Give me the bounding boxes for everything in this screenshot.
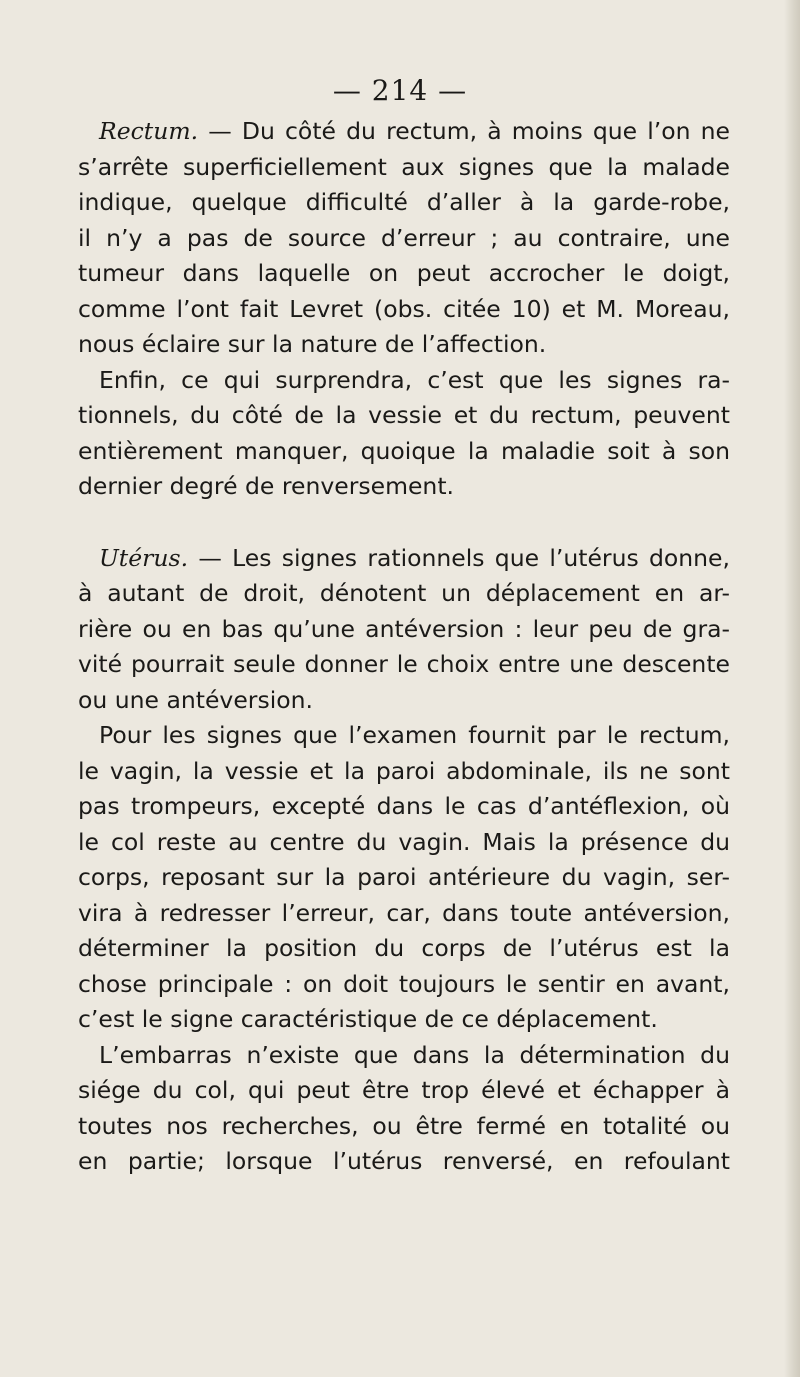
text-line: corps, reposant sur la paroi antérieure du vagin, ser- [78, 863, 730, 891]
text-line: à autant de droit, dénotent un déplacement en ar- [78, 579, 730, 607]
page-edge-shadow [784, 0, 800, 1377]
text-line: pas trompeurs, excepté dans le cas d’antéflexion, où [78, 792, 730, 820]
text-line: c’est le signe caractéristique de ce déplacement. [78, 1005, 658, 1033]
text-line: le col reste au centre du vagin. Mais la présence du [78, 827, 730, 856]
text-line: en partie; lorsque l’utérus renversé, en refoulant [78, 1147, 730, 1175]
section-heading-uterus: Utérus. [99, 543, 189, 572]
text-line: rière ou en bas qu’une antéversion : leur peu de gra- [78, 614, 730, 643]
text-line: tumeur dans laquelle on peut accrocher le doigt, [78, 259, 730, 287]
text-line: ou une antéversion. [78, 685, 313, 714]
text-line: L’embarras n’existe que dans la détermination du [99, 1040, 730, 1069]
text-line: Enfin, ce qui surprendra, c’est que les signes ra- [99, 365, 730, 394]
text-line: Utérus. — Les signes rationnels que l’utérus donne, [99, 543, 730, 572]
text-line: vité pourrait seule donner le choix entre une descente [78, 650, 730, 678]
section-heading-rectum: Rectum. [99, 117, 199, 145]
page-number: — 214 — [332, 74, 468, 107]
body-text [78, 114, 730, 1180]
text-line: comme l’ont fait Levret (obs. citée 10) et M. Moreau, [78, 294, 730, 323]
text-line: chose principale : on doit toujours le sentir en avant, [78, 969, 730, 998]
text-line: entièrement manquer, quoique la maladie soit à son [78, 436, 730, 465]
paragraph-gap [78, 505, 730, 541]
text-line: tionnels, du côté de la vessie et du rectum, peuvent [78, 401, 730, 429]
text-line: toutes nos recherches, ou être fermé en totalité ou [78, 1111, 730, 1140]
text-line: le vagin, la vessie et la paroi abdominale, ils ne sont [78, 756, 730, 785]
text-line: dernier degré de renversement. [78, 472, 454, 500]
text-line: Rectum. — Du côté du rectum, à moins que l’on ne [99, 117, 730, 145]
text-line: s’arrête superficiellement aux signes que la malade [78, 152, 730, 181]
text-line: il n’y a pas de source d’erreur ; au contraire, une [78, 223, 730, 252]
text-line: Pour les signes que l’examen fournit par le rectum, [99, 721, 730, 749]
text-line: vira à redresser l’erreur, car, dans toute antéversion, [78, 898, 730, 927]
text-line: nous éclaire sur la nature de l’affection. [78, 330, 547, 358]
text-line: indique, quelque difficulté d’aller à la garde-robe, [78, 188, 730, 216]
text-line: déterminer la position du corps de l’utérus est la [78, 934, 730, 962]
text-line: siége du col, qui peut être trop élevé et échapper à [78, 1076, 730, 1104]
